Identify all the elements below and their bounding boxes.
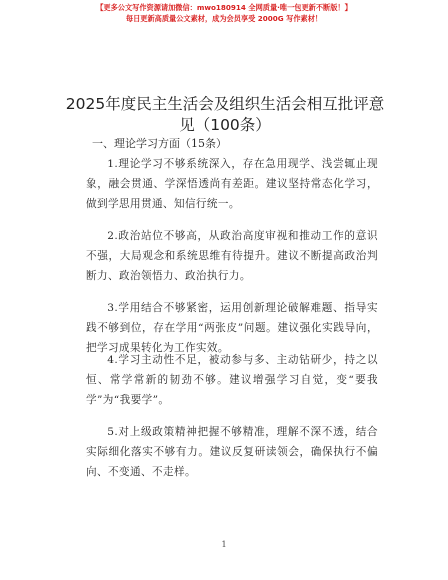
paragraph-3: 3.学用结合不够紧密，运用创新理论破解难题、指导实践不够到位，存在学用“两张皮”问题。建议强化实践导向，把学习成果转化为工作实效。 <box>86 302 378 354</box>
promo-line-2: 每日更新高质量公文素材，成为会员享受 2000G 写作素材！ <box>125 14 323 23</box>
document-title: 2025年度民主生活会及组织生活会相互批评意见（100条） <box>65 95 385 134</box>
paragraph-2: 2.政治站位不够高，从政治高度审视和推动工作的意识不强，大局观念和系统思维有待提升。建议不断提高政治判断力、政治领悟力、政治执行力。 <box>86 230 378 282</box>
paragraph-4: 4.学习主动性不足，被动参与多、主动钻研少，持之以恒、常学常新的韧劲不够。建议增强学习自觉，变“要我学”为“我要学”。 <box>86 354 378 406</box>
page-number: 1 <box>221 540 227 549</box>
paragraph-5: 5.对上级政策精神把握不够精准，理解不深不透，结合实际细化落实不够有力。建议反复研读领会，确保执行不偏向、不变通、不走样。 <box>86 426 378 478</box>
promo-banner <box>0 2 448 24</box>
section-heading: 一、理论学习方面（15条） <box>92 137 227 150</box>
paragraph-1: 1.理论学习不够系统深入，存在急用现学、浅尝辄止现象，融会贯通、学深悟透尚有差距。建议坚持常态化学习，做到学思用贯通、知信行统一。 <box>86 158 378 210</box>
promo-line-1: 【更多公文写作资源请加微信：mwo180914 全网质量·唯一包更新不断版！】 <box>96 3 352 12</box>
